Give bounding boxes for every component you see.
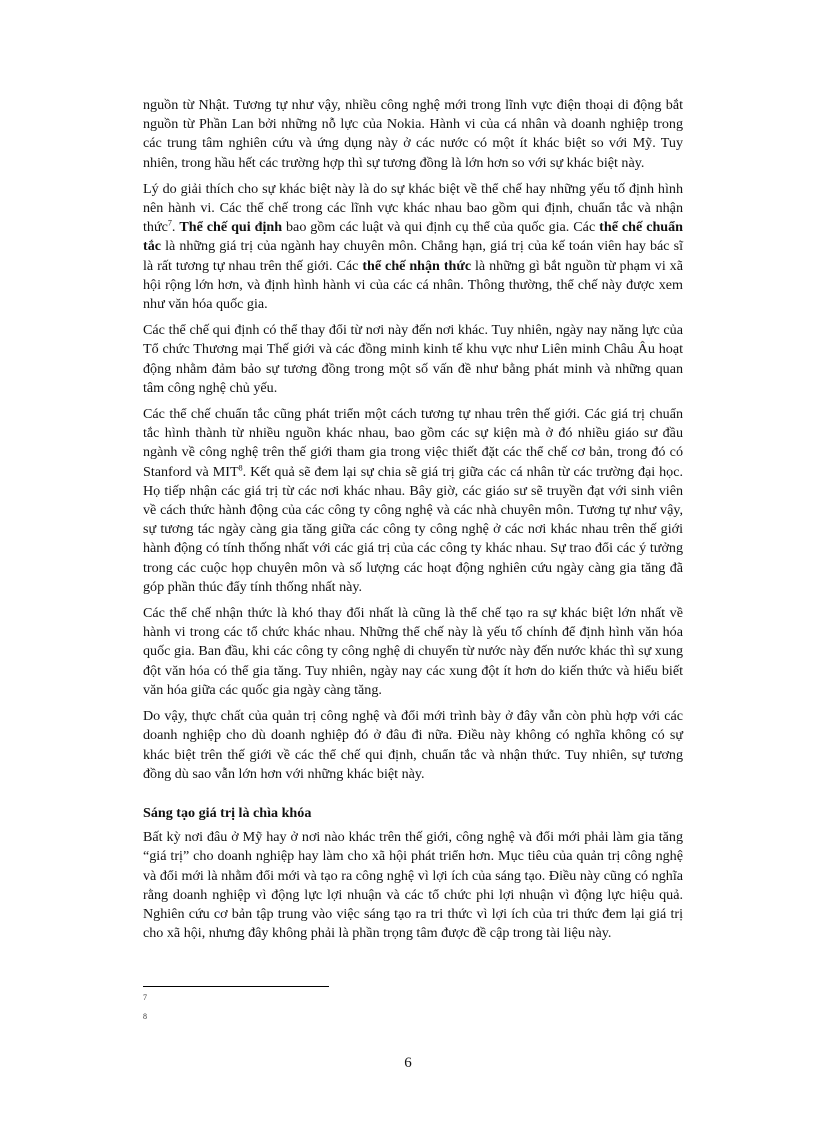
- footnote-ref-7[interactable]: 7: [167, 218, 172, 228]
- paragraph-2: [143, 180, 683, 314]
- paragraph-5: Các thể chế nhận thức là khó thay đổi nhất là cũng là thể chế tạo ra sự khác biệt lớn nhất về hành vi trong các tổ chức khác nhau. Những thể chế này là yếu tố chính để định hình văn hóa quốc gia. Ban đầu, khi các công ty công nghệ di chuyển từ nước này đến nước khác thì sự xung đột văn hóa có thể gia tăng. Tuy nhiên, ngày nay các xung đột ít hơn do kiến thức và hiểu biết văn hóa giữa các quốc gia ngày càng tăng.: [143, 605, 683, 698]
- paragraph-2-text-d: là những giá trị của ngành hay chuyên môn. Chẳng hạn, giá trị của kế toán viên hay bác sĩ là rất tương tự nhau trên thế giới. Các: [143, 238, 683, 274]
- paragraph-4: [143, 405, 683, 597]
- footnote-ref-8[interactable]: 8: [238, 462, 243, 472]
- section-heading: Sáng tạo giá trị là chìa khóa: [143, 804, 312, 821]
- paragraph-4-text-b: . Kết quả sẽ đem lại sự chia sẽ giá trị giữa các cá nhân từ các trường đại học. Họ tiếp nhận các giá trị từ các nơi khác nhau. Bây giờ, các giáo sư sẽ truyền đạt với sinh viên về cách thức hành động của các công ty công nghệ và các nhà chuyên môn. Tương tự như vậy, sự tương tác ngày càng gia tăng giữa các công ty công nghệ ở các nơi khác nhau trên thế giới hành động có tính thống nhất với các giá trị của các công ty khác nhau. Sự trao đổi các ý tưởng trong các cuộc họp chuyên môn và số lượng các hoạt động nghiên cứu ngày càng gia tăng đã góp phần thúc đẩy tính thống nhất này.: [143, 463, 683, 595]
- paragraph-3: Các thể chế qui định có thể thay đổi từ nơi này đến nơi khác. Tuy nhiên, ngày nay năng lực của Tổ chức Thương mại Thế giới và các đồng minh kinh tế khu vực như Liên minh Châu Âu hoạt động nhằm đảm bảo sự tương đồng trong một số vấn đề như bằng phát minh và những quan tâm công nghệ chủ yếu.: [143, 322, 683, 396]
- paragraph-7: Bất kỳ nơi đâu ở Mỹ hay ở nơi nào khác trên thế giới, công nghệ và đổi mới phải làm gia tăng “giá trị” cho doanh nghiệp hay làm cho xã hội phát triển hơn. Mục tiêu của quản trị công nghệ và đổi mới là nhằm đổi mới và tạo ra công nghệ vì lợi ích của sáng tạo. Điều này cũng có nghĩa rằng doanh nghiệp vì động lực lợi nhuận và các tổ chức phi lợi nhuận vì động lực hiệu quả. Nghiên cứu cơ bản tập trung vào việc sáng tạo ra tri thức vì lợi ích của tri thức đem lại giá trị cho xã hội, nhưng đây không phải là phần trọng tâm được đề cập trong tài liệu này.: [143, 829, 683, 942]
- paragraph-2-text-e: là những gì bắt nguồn từ phạm vi xã hội rộng lớn hơn, và định hình hành vi của các cá nhân. Thông thường, thể chế này được xem như văn hóa quốc gia.: [143, 257, 683, 313]
- paragraph-4-text-a: Các thể chế chuẩn tắc cũng phát triển một cách tương tự nhau trên thế giới. Các giá trị chuẩn tắc hình thành từ nhiều nguồn khác nhau, bao gồm các sự kiện mà ở đó nhiều giáo sư đầu ngành về công nghệ trên thế giới tham gia trong việc thiết đặt các thể chế cơ bản, trong đó có Stanford và MIT: [143, 406, 683, 480]
- footnote-8-marker: 8: [143, 1012, 147, 1021]
- paragraph-2-text-b: .: [171, 219, 180, 236]
- paragraph-2-text-a: Lý do giải thích cho sự khác biệt này là do sự khác biệt về thể chế hay những yếu tố định hình nên hành vi. Các thể chế trong các lĩnh vực khác nhau bao gồm qui định, chuẩn tắc và nhận thức: [143, 180, 683, 236]
- footnote-divider: [143, 986, 329, 987]
- page-body: [143, 96, 683, 950]
- paragraph-2-text-c: bao gồm các luật và qui định cụ thể của quốc gia. Các: [282, 219, 600, 236]
- page-number: 6: [404, 1055, 412, 1071]
- paragraph-6: Do vậy, thực chất của quản trị công nghệ và đổi mới trình bày ở đây vẫn còn phù hợp với các doanh nghiệp cho dù doanh nghiệp đó ở đâu đi nữa. Điều này không có nghĩa không có sự khác biệt trên thế giới về các thể chế qui định, chuẩn tắc và nhận thức. Tuy nhiên, sự tương đồng dù sao vẫn lớn hơn với những khác biệt này.: [143, 708, 683, 782]
- footnote-7-marker: 7: [143, 993, 147, 1002]
- term-normative-institution: thể chế chuẩn tắc: [143, 219, 684, 255]
- term-regulative-institution: Thể chế qui định: [179, 219, 283, 236]
- paragraph-1: nguồn từ Nhật. Tương tự như vậy, nhiều công nghệ mới trong lĩnh vực điện thoại di động bắt nguồn từ Phần Lan bởi những nỗ lực của Nokia. Hành vi của cá nhân và doanh nghiệp trong các trung tâm nghiên cứu và ứng dụng này ở các nước có một ít khác biệt so với Mỹ. Tuy nhiên, trong hầu hết các trường hợp thì sự tương đồng là lớn hơn so với sự khác biệt này.: [143, 97, 683, 171]
- term-cognitive-institution: thể chế nhận thức: [362, 257, 472, 274]
